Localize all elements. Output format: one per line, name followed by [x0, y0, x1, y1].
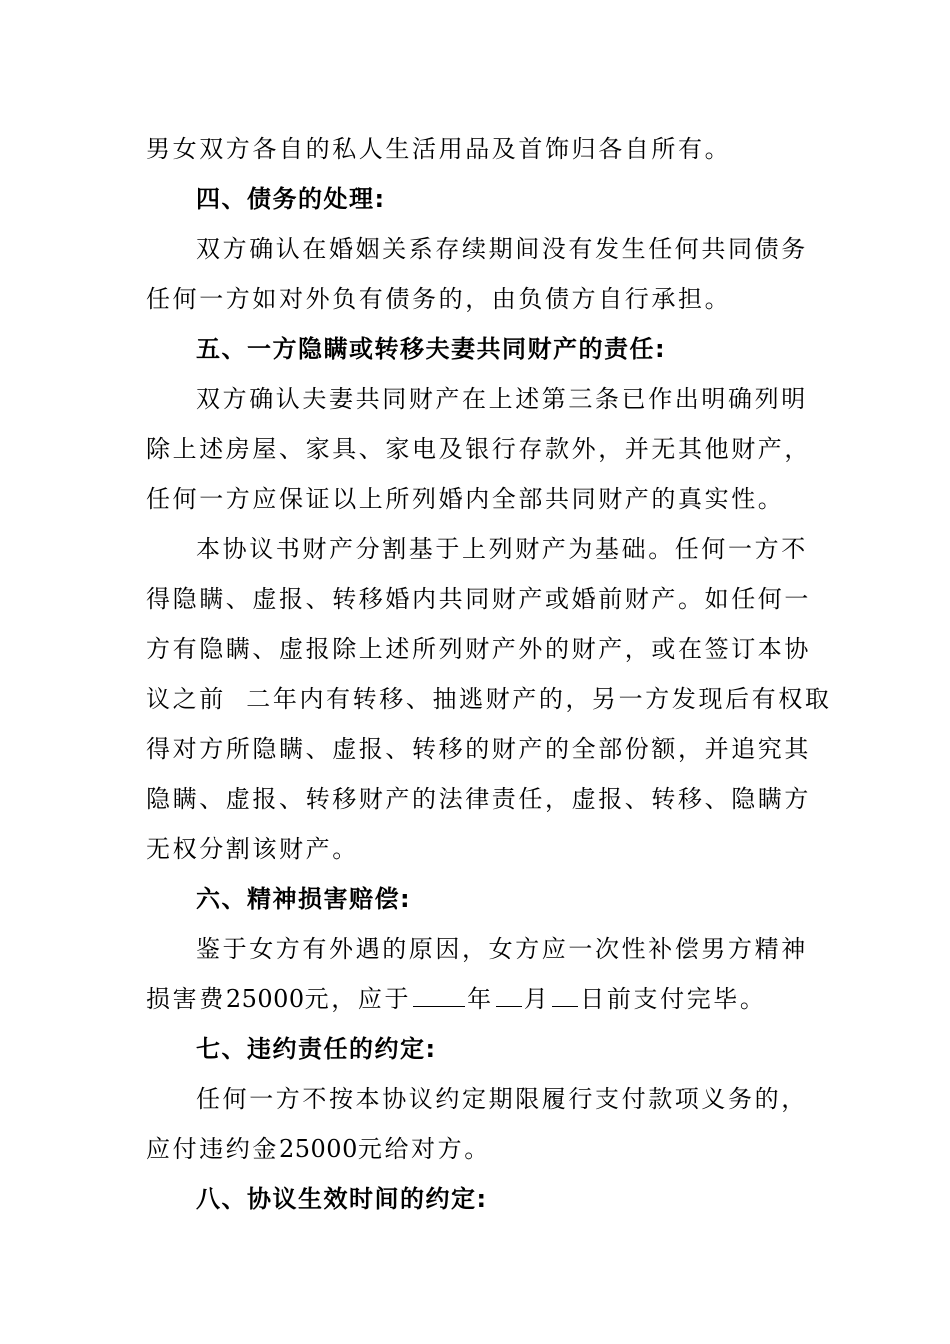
amount-value: 25000	[225, 985, 305, 1013]
year-blank[interactable]	[413, 984, 465, 1007]
paragraph-line: 隐瞒、虚报、转移财产的法律责任，虚报、转移、隐瞒方	[146, 785, 811, 813]
text-segment: 损害费	[146, 985, 226, 1013]
penalty-amount: 25000	[279, 1135, 358, 1163]
paragraph-line: 任何一方应保证以上所列婚内全部共同财产的真实性。	[146, 485, 785, 513]
month-blank[interactable]	[496, 984, 522, 1007]
paragraph-line: 任何一方如对外负有债务的，由负债方自行承担。	[146, 285, 732, 313]
section-heading-8: 八、协议生效时间的约定:	[196, 1185, 488, 1213]
text-segment: 年	[467, 985, 494, 1013]
paragraph-line: 除上述房屋、家具、家电及银行存款外，并无其他财产，	[146, 435, 811, 463]
text-segment: 元，应于	[304, 985, 412, 1013]
text-segment: 元给对方。	[357, 1135, 491, 1163]
paragraph-line: 鉴于女方有外遇的原因，女方应一次性补偿男方精神	[196, 935, 808, 963]
paragraph-line: 本协议书财产分割基于上列财产为基础。任何一方不	[196, 535, 808, 563]
text-segment: 月	[523, 985, 551, 1013]
paragraph-line-payment	[146, 984, 767, 1014]
text-segment: 应付违约金	[146, 1135, 279, 1163]
day-blank[interactable]	[552, 984, 578, 1007]
paragraph-line: 无权分割该财产。	[146, 835, 359, 863]
section-heading-7: 七、违约责任的约定:	[196, 1035, 437, 1063]
paragraph-line: 男女双方各自的私人生活用品及首饰归各自所有。	[146, 135, 732, 163]
paragraph-line: 双方确认夫妻共同财产在上述第三条已作出明确列明	[196, 385, 808, 413]
section-heading-6: 六、精神损害赔偿:	[196, 885, 412, 913]
paragraph-line: 任何一方不按本协议约定期限履行支付款项义务的，	[196, 1085, 808, 1113]
paragraph-line: 方有隐瞒、虚报除上述所列财产外的财产，或在签订本协	[146, 635, 811, 663]
paragraph-line: 议之前 二年内有转移、抽逃财产的，另一方发现后有权取	[146, 685, 832, 713]
section-heading-4: 四、债务的处理:	[196, 185, 386, 213]
paragraph-line: 得隐瞒、虚报、转移婚内共同财产或婚前财产。如任何一	[146, 585, 811, 613]
text-segment: 日前支付完毕。	[580, 985, 767, 1013]
paragraph-line-penalty	[146, 1134, 491, 1164]
paragraph-line: 得对方所隐瞒、虚报、转移的财产的全部份额，并追究其	[146, 735, 811, 763]
section-heading-5: 五、一方隐瞒或转移夫妻共同财产的责任:	[196, 335, 667, 363]
paragraph-line: 双方确认在婚姻关系存续期间没有发生任何共同债务	[196, 235, 808, 263]
